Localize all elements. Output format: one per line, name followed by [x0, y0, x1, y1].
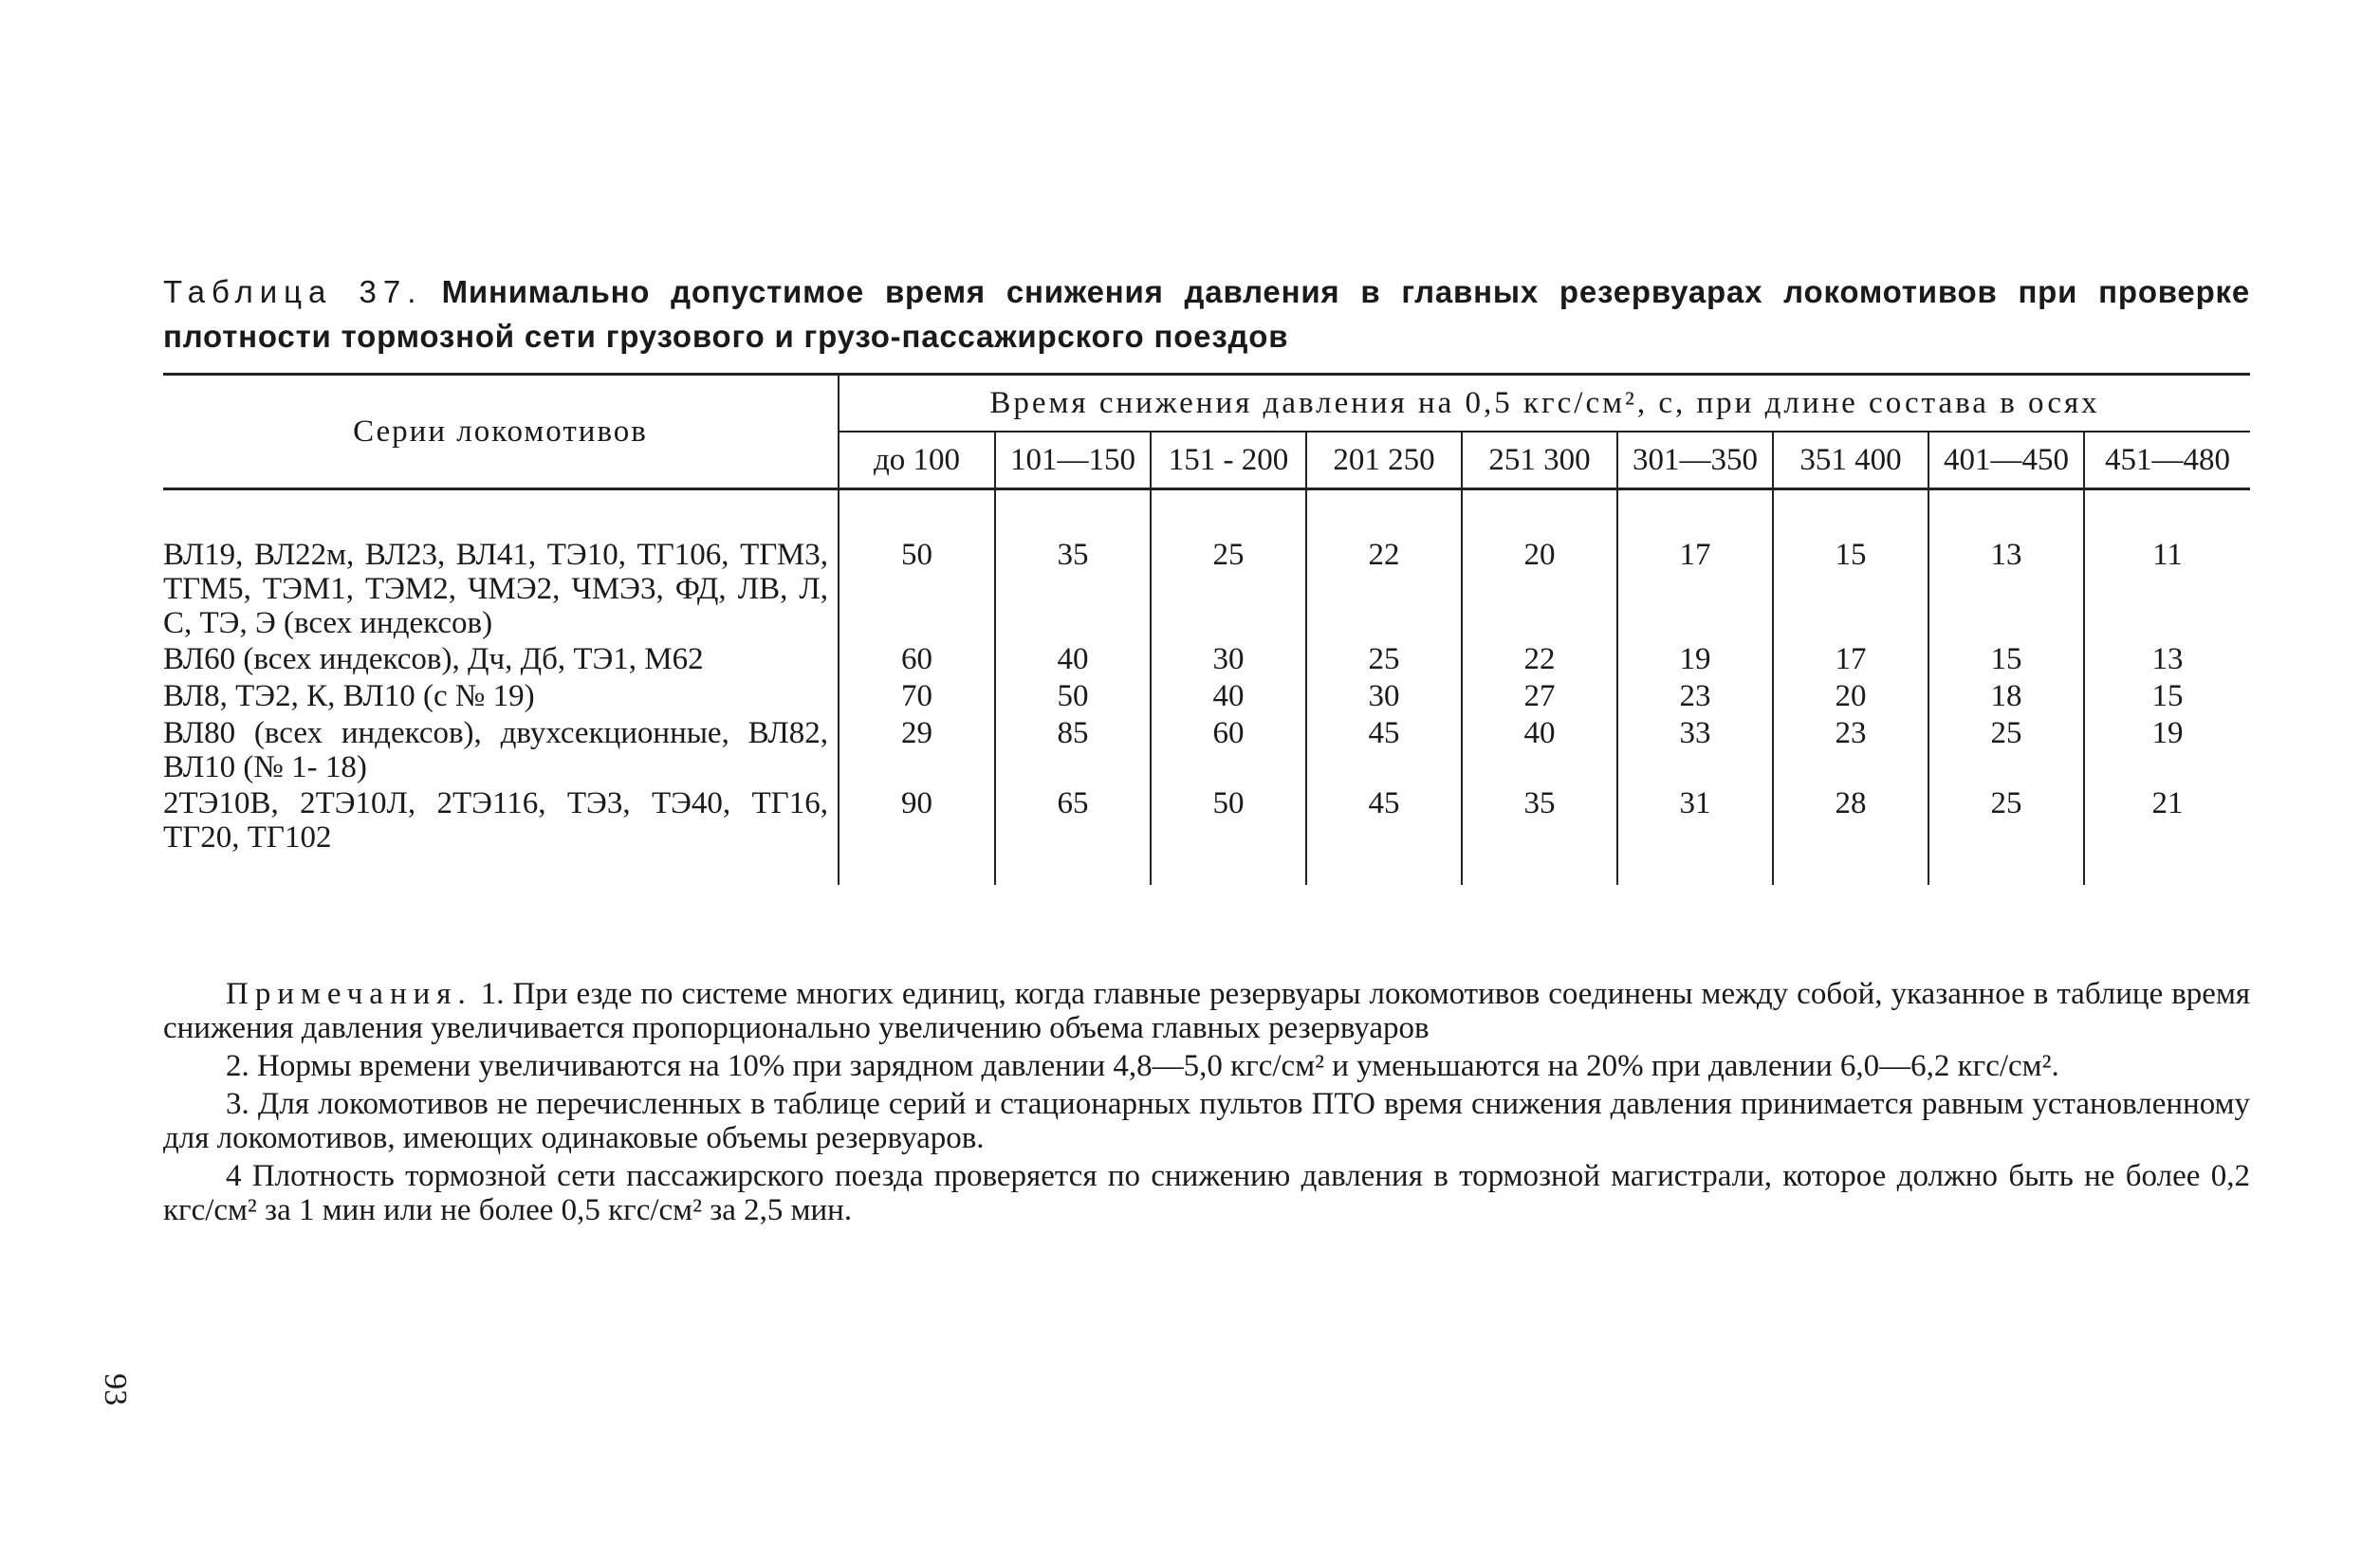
- note-text: 1. При езде по системе многих единиц, когда главные резервуары локомотивов соединены между собой, указанное в таблице время снижения давления увеличивается пропорционально увеличению объема главных резервуаров: [163, 977, 2251, 1045]
- range-header: 251 300: [1462, 432, 1617, 489]
- pressure-drop-table: [163, 373, 2250, 885]
- value-cell: 11: [2084, 536, 2250, 640]
- value-cell: 40: [1151, 677, 1306, 714]
- value-cell: 40: [995, 640, 1151, 677]
- table-caption: [163, 270, 2250, 359]
- value-cell: 35: [1462, 784, 1617, 885]
- value-cell: 50: [839, 536, 995, 640]
- series-cell: ВЛ60 (всех индексов), Дч, Дб, ТЭ1, М62: [163, 642, 704, 676]
- range-header: до 100: [839, 432, 995, 489]
- range-header: 151 - 200: [1151, 432, 1306, 489]
- value-cell: 27: [1462, 677, 1617, 714]
- range-header: 301—350: [1617, 432, 1773, 489]
- value-cell: 15: [1773, 536, 1928, 640]
- series-cell: 2ТЭ10В, 2ТЭ10Л, 2ТЭ116, ТЭ3, ТЭ40, ТГ16, ТГ20, ТГ102: [163, 786, 828, 855]
- value-cell: 50: [995, 677, 1151, 714]
- note-paragraph: 2. Нормы времени увеличиваются на 10% при зарядном давлении 4,8—5,0 кгс/см² и уменьшаются на 20% при давлении 6,0—6,2 кгс/см².: [226, 1049, 2059, 1083]
- value-cell: 33: [1617, 714, 1773, 784]
- series-cell: ВЛ19, ВЛ22м, ВЛ23, ВЛ41, ТЭ10, ТГ106, ТГМ3, ТГМ5, ТЭМ1, ТЭМ2, ЧМЭ2, ЧМЭ3, ФД, ЛВ, Л, С, ТЭ, Э (всех индексов): [163, 538, 828, 640]
- value-cell: 40: [1462, 714, 1617, 784]
- value-cell: 20: [1773, 677, 1928, 714]
- table-row: [163, 714, 2250, 784]
- note-paragraph: 3. Для локомотивов не перечисленных в таблице серий и стационарных пультов ПТО время снижения давления принимается равным установленному для локомотивов, имеющих одинаковые объемы резервуаров.: [163, 1087, 2250, 1155]
- note-paragraph: [163, 977, 2250, 1045]
- value-cell: 22: [1306, 536, 1462, 640]
- value-cell: 60: [839, 640, 995, 677]
- value-cell: 15: [2084, 677, 2250, 714]
- value-cell: 25: [1151, 536, 1306, 640]
- value-cell: 23: [1617, 677, 1773, 714]
- value-cell: 45: [1306, 714, 1462, 784]
- range-header: 201 250: [1306, 432, 1462, 489]
- page-number: 93: [98, 1373, 133, 1406]
- series-header: Серии локомотивов: [163, 375, 839, 489]
- value-cell: 23: [1773, 714, 1928, 784]
- value-cell: 15: [1928, 640, 2084, 677]
- table-row: [163, 640, 2250, 677]
- value-cell: 22: [1462, 640, 1617, 677]
- value-cell: 31: [1617, 784, 1773, 885]
- table-row: [163, 784, 2250, 885]
- range-header: 351 400: [1773, 432, 1928, 489]
- notes-section: [163, 977, 2250, 1231]
- value-cell: 70: [839, 677, 995, 714]
- caption-label: Таблица 37.: [163, 274, 423, 309]
- value-cell: 30: [1306, 677, 1462, 714]
- value-cell: 85: [995, 714, 1151, 784]
- value-cell: 28: [1773, 784, 1928, 885]
- series-cell: ВЛ8, ТЭ2, К, ВЛ10 (с № 19): [163, 679, 535, 713]
- series-cell: ВЛ80 (всех индексов), двухсекционные, ВЛ82, ВЛ10 (№ 1- 18): [163, 716, 828, 784]
- value-cell: 25: [1306, 640, 1462, 677]
- value-cell: 65: [995, 784, 1151, 885]
- time-group-header: Время снижения давления на 0,5 кгс/см², с, при длине состава в осях: [839, 375, 2250, 433]
- range-header: 401—450: [1928, 432, 2084, 489]
- value-cell: 21: [2084, 784, 2250, 885]
- table-row: [163, 677, 2250, 714]
- note-paragraph: 4 Плотность тормозной сети пассажирского поезда проверяется по снижению давления в тормозной магистрали, которое должно быть не более 0,2 кгс/см² за 1 мин или не более 0,5 кгс/см² за 2,5 мин.: [163, 1159, 2250, 1227]
- value-cell: 17: [1617, 536, 1773, 640]
- value-cell: 35: [995, 536, 1151, 640]
- value-cell: 60: [1151, 714, 1306, 784]
- value-cell: 13: [1928, 536, 2084, 640]
- value-cell: 30: [1151, 640, 1306, 677]
- value-cell: 19: [1617, 640, 1773, 677]
- value-cell: 25: [1928, 784, 2084, 885]
- value-cell: 13: [2084, 640, 2250, 677]
- value-cell: 50: [1151, 784, 1306, 885]
- caption-title: Минимально допустимое время снижения давления в главных резервуарах локомотивов при проверке плотности тормозной сети грузового и грузо-пассажирского поездов: [163, 274, 2251, 354]
- value-cell: 90: [839, 784, 995, 885]
- value-cell: 20: [1462, 536, 1617, 640]
- notes-label: Примечания.: [226, 977, 472, 1011]
- value-cell: 45: [1306, 784, 1462, 885]
- value-cell: 17: [1773, 640, 1928, 677]
- value-cell: 25: [1928, 714, 2084, 784]
- value-cell: 19: [2084, 714, 2250, 784]
- range-header: 451—480: [2084, 432, 2250, 489]
- range-header: 101—150: [995, 432, 1151, 489]
- value-cell: 18: [1928, 677, 2084, 714]
- table-row: [163, 536, 2250, 640]
- value-cell: 29: [839, 714, 995, 784]
